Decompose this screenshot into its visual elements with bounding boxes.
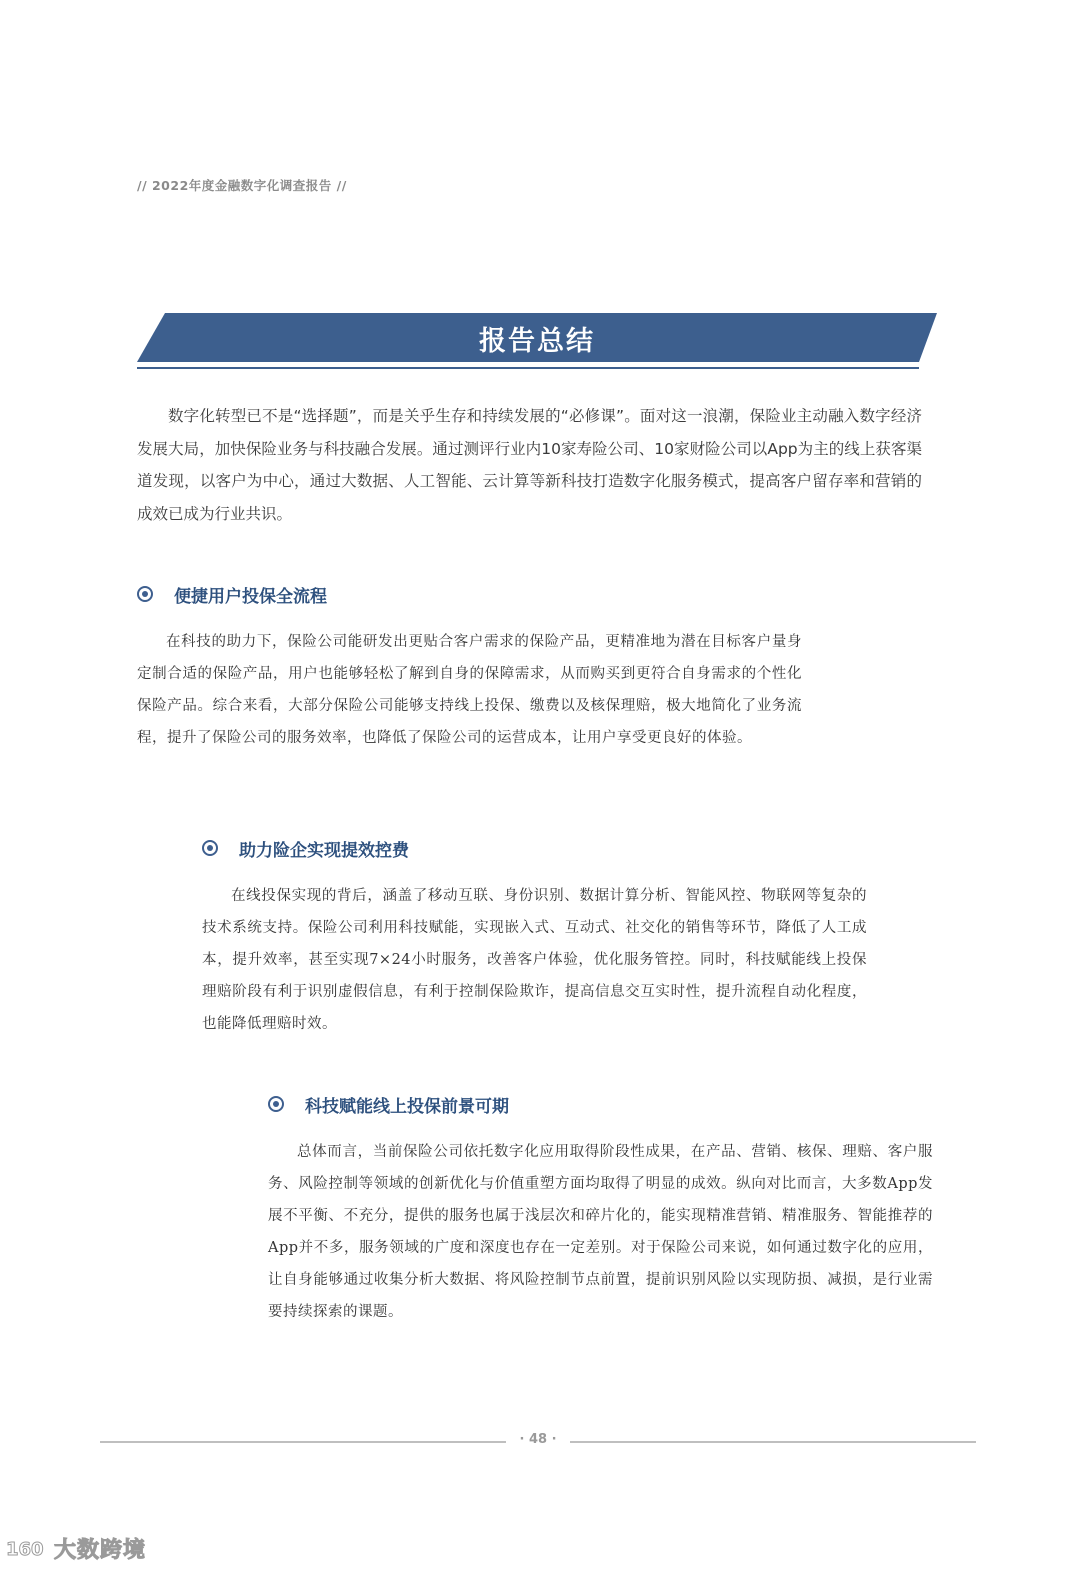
section-convenient-insurance	[137, 582, 802, 754]
running-header: // 2022年度金融数字化调查报告 //	[137, 178, 347, 193]
section-title: 便捷用户投保全流程	[174, 587, 327, 607]
section-heading	[268, 1092, 933, 1118]
watermark-logo-icon	[6, 1536, 48, 1560]
footer-divider	[570, 1441, 976, 1443]
intro-paragraph: 数字化转型已不是“选择题”，而是关乎生存和持续发展的“必修课”。面对这一浪潮，保险业主动融入数字经济发展大局，加快保险业务与科技融合发展。通过测评行业内10家寿险公司、10家财险公司以App为主的线上获客渠道发现，以客户为中心，通过大数据、人工智能、云计算等新科技打造数字化服务模式，提高客户留存率和营销的成效已成为行业共识。	[137, 407, 922, 523]
section-body: 在线投保实现的背后，涵盖了移动互联、身份识别、数据计算分析、智能风控、物联网等复杂的技术系统支持。保险公司利用科技赋能，实现嵌入式、互动式、社交化的销售等环节，降低了人工成本，提升效率，甚至实现7×24小时服务，改善客户体验，优化服务管控。同时，科技赋能线上投保理赔阶段有利于识别虚假信息，有利于控制保险欺诈，提高信息交互实时性，提升流程自动化程度，也能降低理赔时效。	[202, 888, 867, 1032]
page-number: · 48 ·	[519, 1432, 557, 1447]
watermark	[6, 1533, 146, 1563]
section-title: 助力险企实现提效控费	[239, 841, 409, 861]
svg-text:160: 160	[6, 1539, 44, 1560]
circle-bullet-icon	[137, 586, 153, 602]
section-heading	[137, 582, 802, 608]
section-body: 总体而言，当前保险公司依托数字化应用取得阶段性成果，在产品、营销、核保、理赔、客户服务、风险控制等领域的创新优化与价值重塑方面均取得了明显的成效。纵向对比而言，大多数App发展不平衡、不充分，提供的服务也属于浅层次和碎片化的，能实现精准营销、精准服务、智能推荐的App并不多，服务领域的广度和深度也存在一定差别。对于保险公司来说，如何通过数字化的应用，让自身能够通过收集分析大数据、将风险控制节点前置，提前识别风险以实现防损、减损，是行业需要持续探索的课题。	[268, 1144, 933, 1320]
section-future-outlook	[268, 1092, 933, 1328]
page-footer	[100, 1432, 976, 1452]
section-title: 科技赋能线上投保前景可期	[305, 1097, 509, 1117]
section-body: 在科技的助力下，保险公司能研发出更贴合客户需求的保险产品，更精准地为潜在目标客户量身定制合适的保险产品，用户也能够轻松了解到自身的保障需求，从而购买到更符合自身需求的个性化保险产品。综合来看，大部分保险公司能够支持线上投保、缴费以及核保理赔，极大地简化了业务流程，提升了保险公司的服务效率，也降低了保险公司的运营成本，让用户享受更良好的体验。	[137, 634, 802, 746]
section-efficiency-cost-control	[202, 836, 867, 1040]
page-title: 报告总结	[479, 326, 595, 357]
footer-divider	[100, 1441, 506, 1443]
section-banner	[137, 313, 937, 373]
circle-bullet-icon	[268, 1096, 284, 1112]
section-heading	[202, 836, 867, 862]
watermark-text: 大数跨境	[54, 1537, 147, 1563]
circle-bullet-icon	[202, 840, 218, 856]
